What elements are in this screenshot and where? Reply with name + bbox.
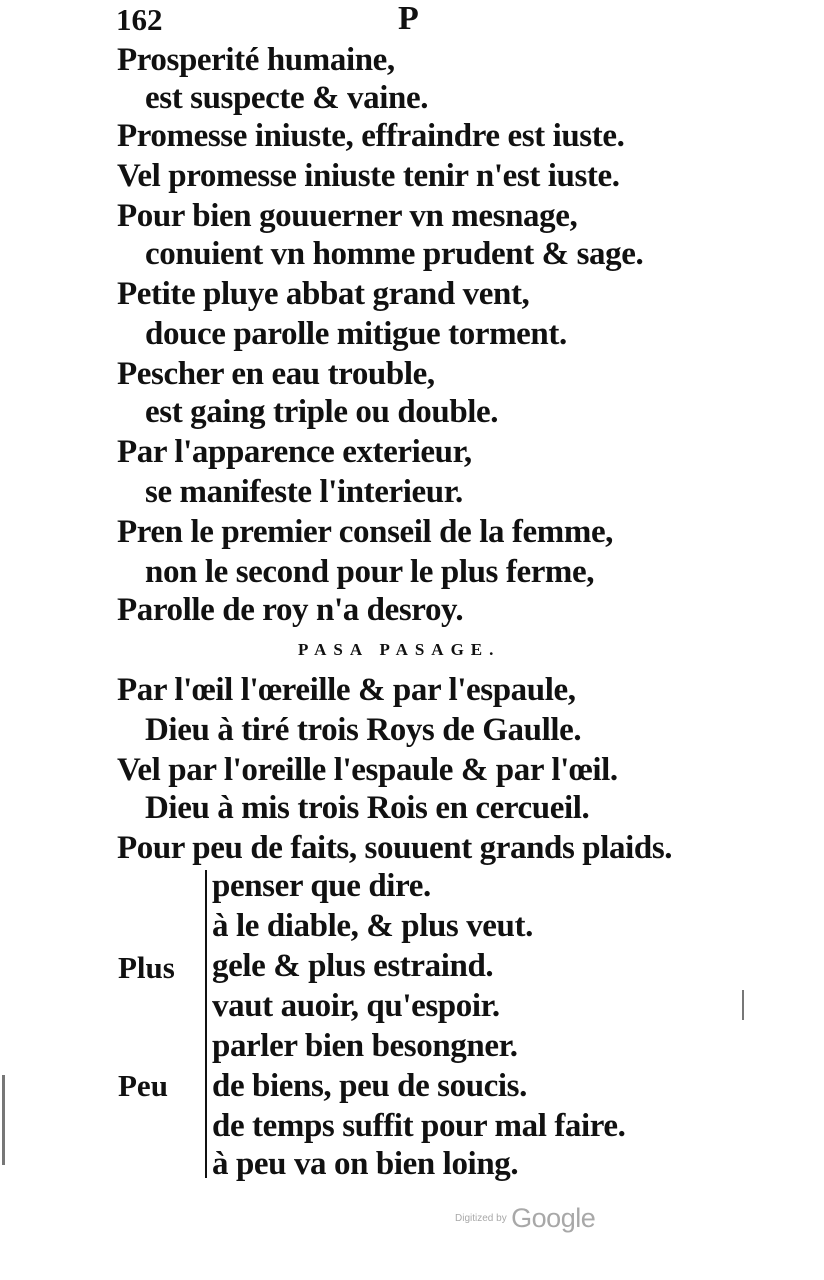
plus-item: vaut auoir, qu'espoir. xyxy=(212,988,500,1024)
plus-label: Plus xyxy=(118,950,175,985)
pasage-line: Par l'œil l'œreille & par l'espaule, xyxy=(117,672,576,708)
peu-item: de biens, peu de soucis. xyxy=(212,1068,527,1104)
scan-speck xyxy=(742,990,744,1020)
proverb-line: Promesse iniuste, effraindre est iuste. xyxy=(117,118,625,154)
proverb-continuation: est gaing triple ou double. xyxy=(145,394,499,430)
proverb-line: Par l'apparence exterieur, xyxy=(117,434,472,470)
pasage-continuation: Dieu à tiré trois Roys de Gaulle. xyxy=(145,712,582,748)
plus-item: penser que dire. xyxy=(212,868,431,904)
plus-item: à le diable, & plus veut. xyxy=(212,908,533,944)
pasage-continuation: Dieu à mis trois Rois en cercueil. xyxy=(145,790,590,826)
pasage-line: Pour peu de faits, souuent grands plaids. xyxy=(117,830,673,866)
proverb-continuation: se manifeste l'interieur. xyxy=(145,474,463,510)
proverb-line: Pour bien gouuerner vn mesnage, xyxy=(117,198,578,234)
proverb-line: Petite pluye abbat grand vent, xyxy=(117,276,530,312)
plus-item: parler bien besongner. xyxy=(212,1028,518,1064)
scan-edge-mark xyxy=(2,1075,5,1165)
proverb-line: Pren le premier conseil de la femme, xyxy=(117,514,614,550)
proverb-line: Parolle de roy n'a desroy. xyxy=(117,592,464,628)
proverb-continuation: douce parolle mitigue torment. xyxy=(145,316,567,352)
pasage-line: Vel par l'oreille l'espaule & par l'œil. xyxy=(117,752,618,788)
proverb-continuation: est suspecte & vaine. xyxy=(145,80,429,116)
peu-label: Peu xyxy=(118,1068,168,1103)
peu-item: de temps suffit pour mal faire. xyxy=(212,1108,626,1144)
digitization-watermark xyxy=(455,1203,595,1234)
watermark-prefix: Digitized by xyxy=(455,1213,507,1224)
google-logo-text: Google xyxy=(511,1203,596,1233)
running-head xyxy=(0,0,824,40)
plus-item: gele & plus estraind. xyxy=(212,948,494,984)
proverb-continuation: conuient vn homme prudent & sage. xyxy=(145,236,644,272)
proverb-continuation: non le second pour le plus ferme, xyxy=(145,554,595,590)
section-letter: P xyxy=(398,0,419,37)
page-number: 162 xyxy=(116,2,163,37)
peu-item: à peu va on bien loing. xyxy=(212,1146,519,1182)
proverb-line: Vel promesse iniuste tenir n'est iuste. xyxy=(117,158,620,194)
proverb-line: Pescher en eau trouble, xyxy=(117,356,435,392)
section-heading: PASA PASAGE. xyxy=(298,640,501,659)
proverb-line: Prosperité humaine, xyxy=(117,42,395,78)
bracket-rule xyxy=(205,870,207,1178)
